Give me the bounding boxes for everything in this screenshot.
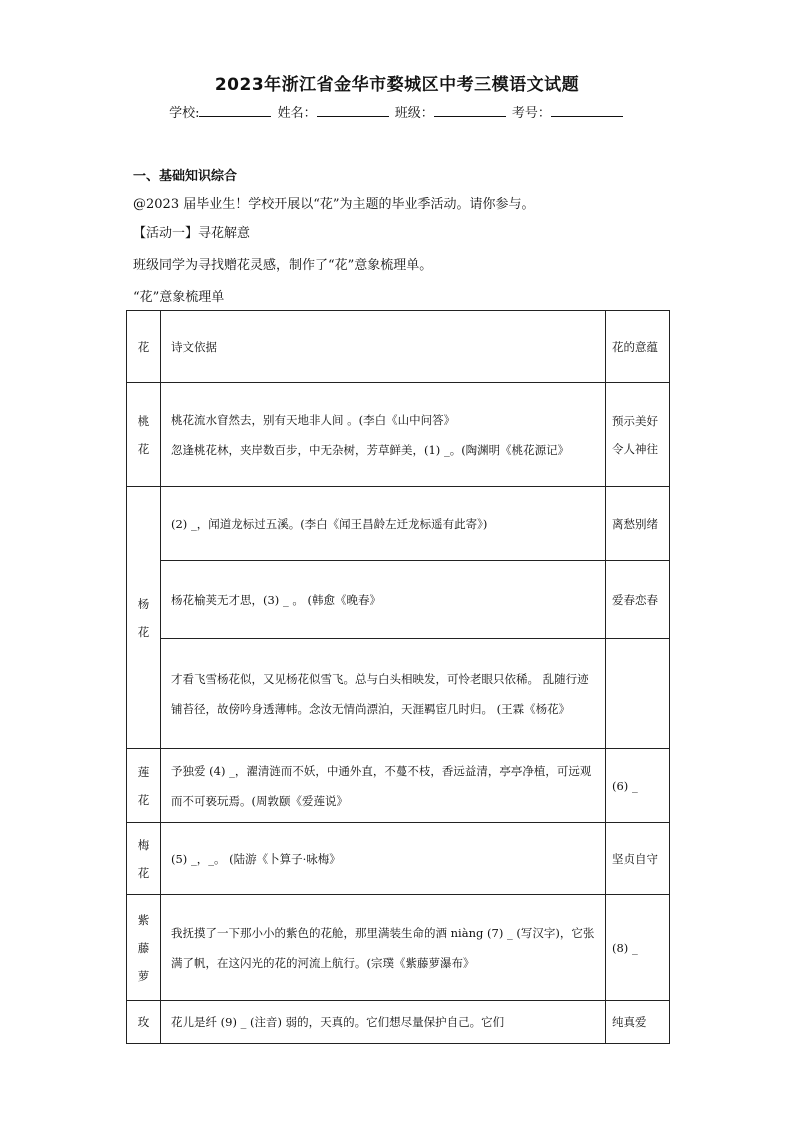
- meaning-cell: 离愁别绪: [606, 487, 670, 561]
- poem-cell: 桃花流水窅然去，别有天地非人间 。(李白《山中问答》 忽逢桃花林，夹岸数百步，中无杂树，芳草鲜美，(1) _。(陶渊明《桃花源记》: [161, 383, 606, 487]
- table-header-row: [127, 311, 670, 383]
- flower-char: 花: [137, 624, 150, 639]
- table-row: [127, 895, 670, 1001]
- meaning-cell: [606, 639, 670, 749]
- flower-cell: [127, 1001, 161, 1044]
- flower-char: 藤: [137, 940, 150, 955]
- table-row: [127, 561, 670, 639]
- exam-no-label: 考号：: [511, 106, 551, 121]
- meaning-cell: (6) _: [606, 749, 670, 823]
- header-poem: 诗文依据: [161, 311, 606, 383]
- poem-cell: 杨花榆荚无才思，(3) _ 。 (韩愈《晚春》: [161, 561, 606, 639]
- meaning-cell: (8) _: [606, 895, 670, 1001]
- table-caption: “花”意象梳理单: [133, 290, 225, 305]
- meaning-cell: 爱春恋春: [606, 561, 670, 639]
- flower-cell: [127, 487, 161, 749]
- exam-no-blank[interactable]: [551, 104, 623, 117]
- student-info-line: [0, 102, 794, 121]
- flower-cell: [127, 383, 161, 487]
- section-title: 一、基础知识综合: [133, 169, 238, 184]
- school-label: 学校:: [169, 106, 200, 121]
- meaning-cell: 纯真爱: [606, 1001, 670, 1044]
- meaning-cell: 预示美好令人神往: [606, 383, 670, 487]
- table-row: [127, 823, 670, 895]
- name-blank[interactable]: [317, 104, 389, 117]
- flower-char: 花: [137, 792, 150, 807]
- flower-char: 桃: [137, 413, 150, 428]
- flower-char: 玫: [137, 1015, 150, 1029]
- meaning-cell: 坚贞自守: [606, 823, 670, 895]
- poem-cell: 我抚摸了一下那小小的紫色的花舱，那里满装生命的酒 niàng (7) _ (写汉字)，它张满了帆，在这闪光的花的河流上航行。(宗璞《紫藤萝瀑布》: [161, 895, 606, 1001]
- table-row: [127, 1001, 670, 1044]
- activity-heading: 【活动一】寻花解意: [133, 226, 251, 241]
- flower-char: 梅: [137, 837, 150, 852]
- header-flower: 花: [127, 311, 161, 383]
- flower-char: 花: [137, 865, 150, 880]
- table-row: [127, 639, 670, 749]
- table-row: [127, 383, 670, 487]
- school-blank[interactable]: [199, 104, 271, 117]
- flower-cell: [127, 749, 161, 823]
- poem-cell: 予独爱 (4) _，濯清涟而不妖，中通外直，不蔓不枝，香远益清，亭亭净植，可远观而不可亵玩焉。(周敦颐《爱莲说》: [161, 749, 606, 823]
- flower-char: 杨: [137, 596, 150, 611]
- table-row: [127, 487, 670, 561]
- flower-cell: [127, 895, 161, 1001]
- class-label: 班级：: [394, 106, 434, 121]
- intro-text: @2023 届毕业生！学校开展以“花”为主题的毕业季活动。请你参与。: [133, 197, 535, 212]
- poem-cell: (5) _，_。 (陆游《卜算子·咏梅》: [161, 823, 606, 895]
- poem-cell: (2) _，闻道龙标过五溪。(李白《闻王昌龄左迁龙标遥有此寄》): [161, 487, 606, 561]
- flower-cell: [127, 823, 161, 895]
- flower-imagery-table: [126, 310, 670, 1044]
- flower-char: 萝: [137, 968, 150, 983]
- flower-char: 莲: [137, 764, 150, 779]
- class-blank[interactable]: [434, 104, 506, 117]
- activity-description: 班级同学为寻找赠花灵感，制作了“花”意象梳理单。: [133, 258, 433, 273]
- poem-cell: 才看飞雪杨花似，又见杨花似雪飞。总与白头相映发，可怜老眼只依稀。 乱随行迹铺苔径，故傍吟身透薄帏。念汝无情尚漂泊，天涯羁宦几时归。 (王霖《杨花》: [161, 639, 606, 749]
- header-meaning: 花的意蕴: [606, 311, 670, 383]
- poem-cell: 花儿是纤 (9) _ (注音) 弱的，天真的。它们想尽量保护自己。它们: [161, 1001, 606, 1044]
- document-title: 2023年浙江省金华市婺城区中考三模语文试题: [214, 75, 580, 95]
- name-label: 姓名：: [277, 106, 317, 121]
- flower-char: 花: [137, 441, 150, 456]
- flower-char: 紫: [137, 912, 150, 927]
- table-row: [127, 749, 670, 823]
